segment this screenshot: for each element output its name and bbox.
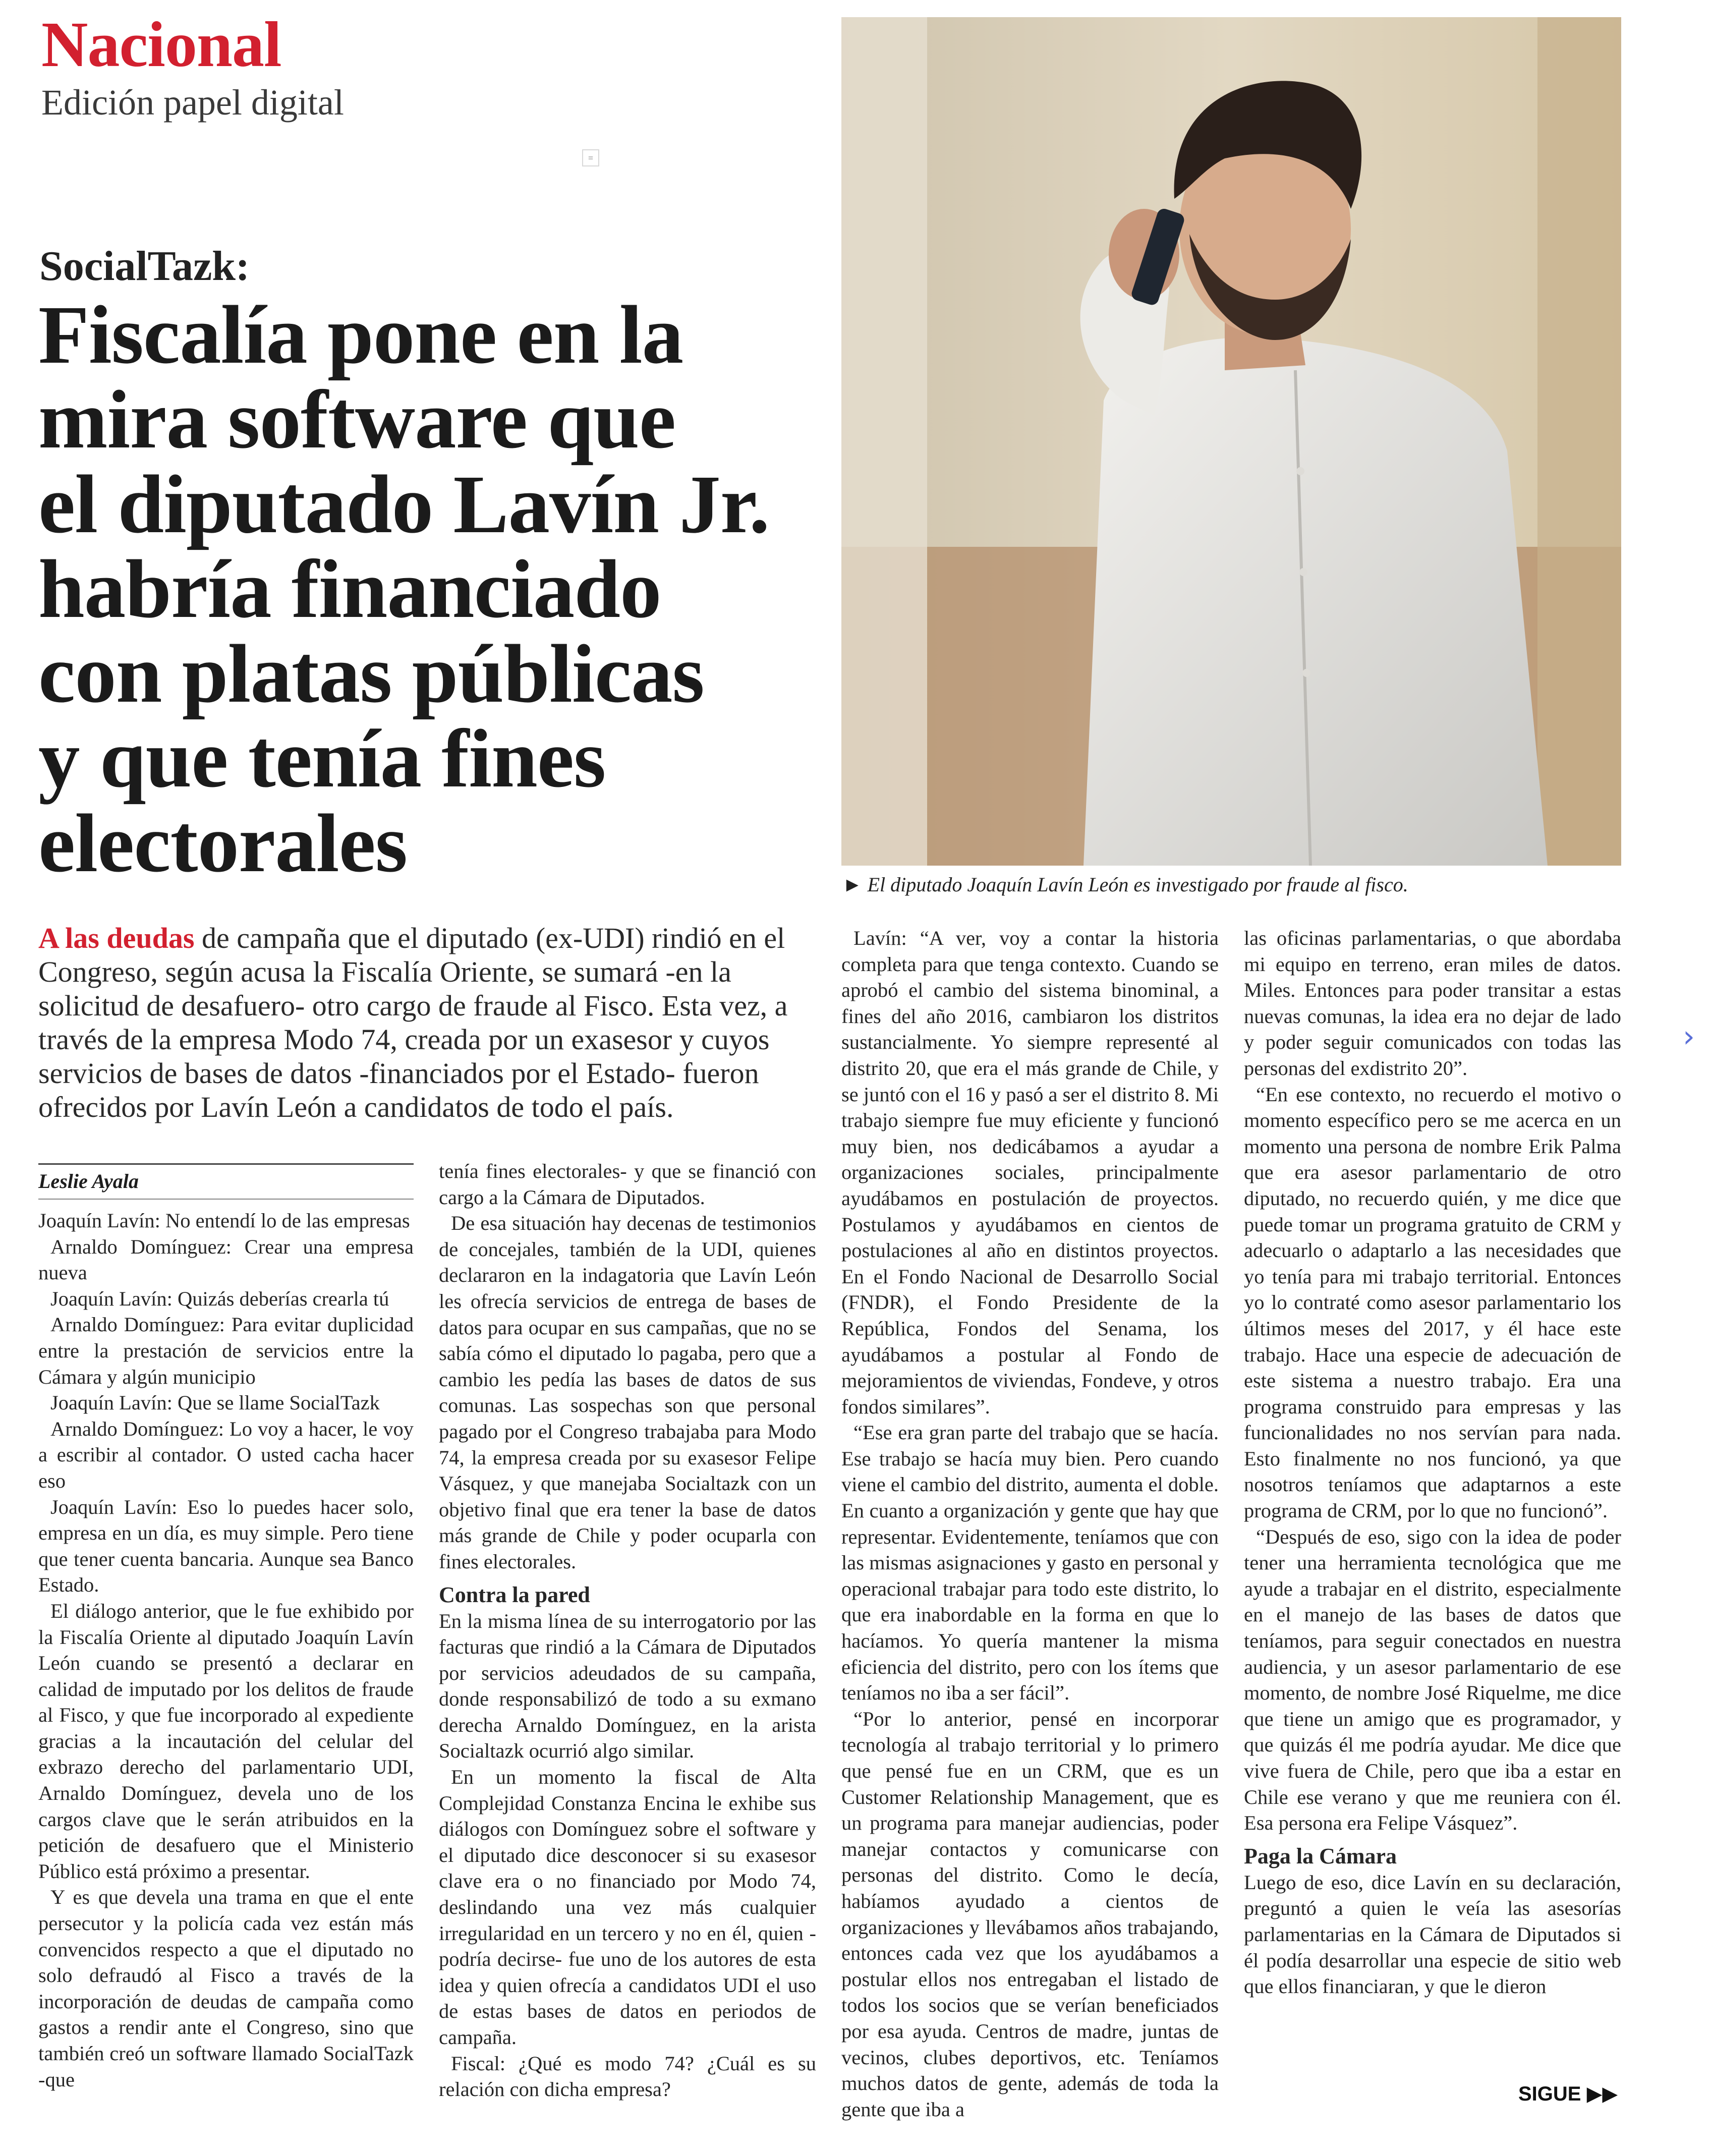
body-paragraph: De esa situación hay decenas de testimonios de concejales, también de la UDI, quienes declararon en la indagatoria que Lavín León les ofrecía servicios de entrega de bases de datos para ocupar en sus campañas, que no se sabía cómo el diputado lo pagaba, pero que a cambio les pedía las bases de datos de sus comunas. Las sospechas son que personal pagado por el Congreso trabajaba para Modo 74, la empresa creada por su exasesor Felipe Vásquez, y que manejaba Socialtazk con un objetivo final que era tener la base de datos más grande de Chile y poder ocuparla con fines electorales. xyxy=(439,1212,816,1573)
headline-line: Fiscalía pone en la xyxy=(38,289,683,381)
body-paragraph: “Después de eso, sigo con la idea de poder tener una herramienta tecnológica que me ayude a trabajar en el distrito, especialmente en el manejo de las bases de datos que teníamos, para seguir conectados en nuestra audiencia, y un asesor parlamentario de ese momento, de nombre José Riquelme, me dice que tiene un amigo que es programador, y que quizás él me podría ayudar. Me dice que vive fuera de Chile, pero que iba a estar en Chile ese verano y que me reuniera con él. Esa persona era Felipe Vásquez”. xyxy=(1244,1525,1621,1835)
dialogue-line: Joaquín Lavín: Que se llame SocialTazk xyxy=(50,1391,380,1414)
body-paragraph: tenía fines electorales- y que se financió con cargo a la Cámara de Diputados. xyxy=(439,1160,816,1209)
body-paragraph: Y es que devela una trama en que el ente persecutor y la policía cada vez están más convencidos respecto a que el diputado no solo defraudó al Fisco a través de la incorporación de deudas de campaña como gastos a rendir ante el Congreso, sino que también creó un software llamado SocialTazk -que xyxy=(38,1886,414,2091)
byline-bottom-rule xyxy=(38,1199,414,1200)
photo-illustration xyxy=(841,17,1621,866)
body-paragraph: “Ese era gran parte del trabajo que se hacía. Ese trabajo se hacía muy bien. Pero cuando viene el cambio del distrito, aumenta el doble. En cuanto a organización y gente que hay que representar. Evidentemente, teníamos que con las mismas asignaciones y gasto en personal y operacional trabajar para todo este distrito, lo que era inabordable en la forma en que lo hacíamos. Yo quería mantener la misma eficiencia del distrito, pero con los ítems que teníamos no iba a ser fácil”. xyxy=(841,1421,1219,1705)
body-column-2 xyxy=(439,1158,816,2103)
headline-line: el diputado Lavín Jr. xyxy=(38,458,770,550)
body-column-1 xyxy=(38,1208,414,2092)
body-paragraph: “Por lo anterior, pensé en incorporar tecnología al trabajo territorial y lo primero que pensé fue en un CRM, que es un Customer Relationship Management, que es un programa para manejar audiencias, poder manejar contactos y comunicarse con personas del distrito. Como le decía, habíamos ayudado a cientos de organizaciones y llevábamos años trabajando, entonces cada vez que los ayudábamos a postular ellos nos entregaban el listado de todos los socios que se verían beneficiados por esa ayuda. Centros de madre, juntas de vecinos, clubes deportivos, etc. Teníamos muchos datos de gente, además de toda la gente que iba a xyxy=(841,1707,1219,2121)
byline: Leslie Ayala xyxy=(38,1170,139,1193)
body-paragraph: las oficinas parlamentarias, o que abordaba mi equipo en terreno, eran miles de datos. Miles. Entonces para poder transitar a estas nuevas comunas, la idea era no dejar de lado y poder seguir comunicados con todas las personas del exdistrito 20”. xyxy=(1244,927,1621,1080)
continues-label: SIGUE ▶▶ xyxy=(1518,2083,1618,2105)
headline-line: y que tenía fines xyxy=(38,712,606,805)
body-paragraph: Lavín: “A ver, voy a contar la historia completa para que tenga contexto. Cuando se aprobó el cambio del sistema binominal, a fines del año 2016, cambiaron los distritos sustancialmente. Yo siempre representé al distrito 20, que era el más grande de Chile, y se juntó con el 16 y pasó a ser el distrito 8. Mi trabajo siempre fue muy eficiente y funcionó muy bien, nos dedicábamos a ayudar a organizaciones sociales, principalmente ayudábamos en postulación de proyectos. Postulamos y ayudábamos en cientos de postulaciones al año en distintos proyectos. En el Fondo Nacional de Desarrollo Social (FNDR), el Fondo Presidente de la República, Fondos del Senama, los ayudábamos a postular al Fondo de mejoramientos de viviendas, Fondeve, y otros fondos similares”. xyxy=(841,927,1219,1418)
edition-label: Edición papel digital xyxy=(41,82,344,123)
body-paragraph: Fiscal: ¿Qué es modo 74? ¿Cuál es su relación con dicha empresa? xyxy=(439,2052,816,2101)
body-column-4 xyxy=(1244,925,1621,2000)
lede-text: de campaña que el diputado (ex-UDI) rindió en el Congreso, según acusa la Fiscalía Oriente, se sumará -en la solicitud de desafuero- otro cargo de fraude al Fisco. Esta vez, a través de la empresa Modo 74, creada por un exasesor y cuyos servicios de bases de datos -financiados por el Estado- fueron ofrecidos por Lavín León a candidatos de todo el país. xyxy=(38,922,788,1123)
article-photo xyxy=(841,17,1621,866)
body-paragraph: “En ese contexto, no recuerdo el motivo o momento específico pero se me acerca en un momento una persona de nombre Erik Palma que era asesor parlamentario de otro diputado, no recuerdo quién, y me dice que puede tomar un programa gratuito de CRM y adecuarlo o adaptarlo a las necesidades que yo tenía para mi trabajo territorial. Entonces yo lo contraté como asesor parlamentario los últimos meses del 2017, y él hace este trabajo. Hace una especie de adecuación de este sistema a nuestro trabajo. Era una programa construido para empresas y las funcionalidades no nos servían para nada. Esto finalmente no nos funcionó, ya que nosotros teníamos que adaptarnos a este programa de CRM, por lo que no funcionó”. xyxy=(1244,1083,1621,1522)
dialogue-line: Arnaldo Domínguez: Lo voy a hacer, le voy a escribir al contador. O usted cacha hacer eso xyxy=(38,1417,414,1492)
byline-top-rule xyxy=(38,1163,414,1165)
article-headline xyxy=(38,289,825,889)
photo-caption: ► El diputado Joaquín Lavín León es investigado por fraude al fisco. xyxy=(842,873,1408,896)
section-title: Nacional xyxy=(41,9,281,80)
headline-line: mira software que xyxy=(38,373,676,466)
dialogue-line: Arnaldo Domínguez: Crear una empresa nueva xyxy=(38,1235,414,1284)
dialogue-line: Joaquín Lavín: Quizás deberías crearla tú xyxy=(50,1287,389,1310)
dialogue-line: Joaquín Lavín: No entendí lo de las empresas xyxy=(38,1209,410,1232)
body-paragraph: Luego de eso, dice Lavín en su declaración, preguntó a quien le veía las asesorías parlamentarias en la Cámara de Diputados si él podía desarrollar una especie de sitio web que ellos financiaran, y que le dieron xyxy=(1244,1870,1621,1998)
body-paragraph: En la misma línea de su interrogatorio por las facturas que rindió a la Cámara de Diputados por servicios adeudados de su campaña, donde responsabilizó de todo a su exmano derecha Arnaldo Domínguez, en la arista Socialtazk ocurrió algo similar. xyxy=(439,1609,816,1763)
body-paragraph: En un momento la fiscal de Alta Complejidad Constanza Encina le exhibe sus diálogos con Domínguez sobre el software y el diputado dice desconocer si su exasesor clave era o no financiado por Modo 74, deslindando una vez más cualquier irregularidad en un tercero y no en él, quien -podría decirse- fue uno de los autores de esta idea y quien ofrecía a candidatos UDI el uso de estas bases de datos en periodos de campaña. xyxy=(439,1766,816,2049)
body-paragraph: El diálogo anterior, que le fue exhibido por la Fiscalía Oriente al diputado Joaquín Lavín León cuando se presentó a declarar en calidad de imputado por los delitos de fraude al Fisco, y que fue incorporado al expediente gracias a la incautación del celular del exbrazo derecho del parlamentario UDI, Arnaldo Domínguez, devela uno de los cargos clave que le serán atribuidos en la petición de desafuero que el Ministerio Público está próximo a presentar. xyxy=(38,1599,414,1883)
menu-marker-icon[interactable]: ≡ xyxy=(582,149,599,166)
headline-line: habría financiado xyxy=(38,543,661,635)
article-lede xyxy=(38,921,810,1124)
article-kicker: SocialTazk: xyxy=(39,243,250,290)
dialogue-line: Joaquín Lavín: Eso lo puedes hacer solo, empresa en un día, es muy simple. Pero tiene que tener cuenta bancaria. Aunque sea Banco Estado. xyxy=(38,1495,414,1597)
subhead: Contra la pared xyxy=(439,1582,590,1607)
lede-lead-in: A las deudas xyxy=(38,922,195,954)
subhead: Paga la Cámara xyxy=(1244,1843,1397,1868)
headline-line: con platas públicas xyxy=(38,628,704,720)
next-page-chevron-icon[interactable]: › xyxy=(1683,1019,1695,1054)
dialogue-line: Arnaldo Domínguez: Para evitar duplicidad entre la prestación de servicios entre la Cámara y algún municipio xyxy=(38,1313,414,1388)
body-column-3 xyxy=(841,925,1219,2122)
headline-line: electorales xyxy=(38,797,408,889)
